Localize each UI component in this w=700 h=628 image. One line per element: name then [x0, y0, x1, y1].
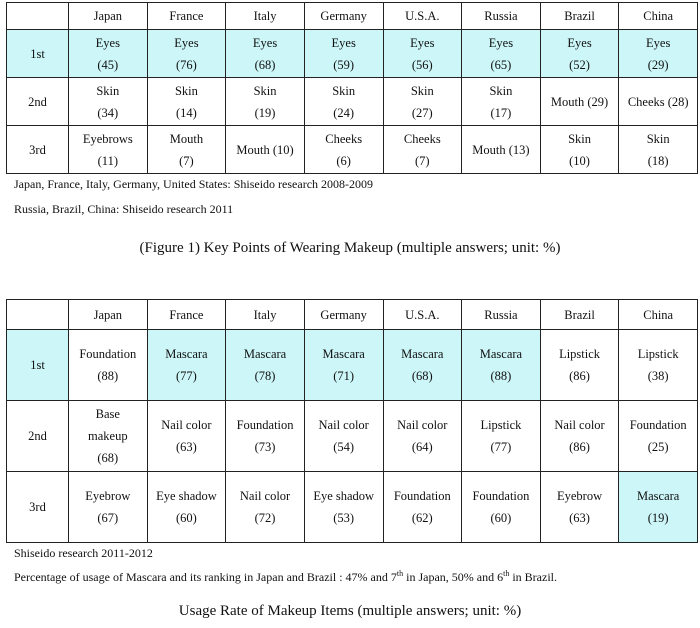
cell-line: (73) [254, 440, 276, 454]
data-cell [69, 78, 148, 126]
data-cell [304, 472, 383, 543]
column-header: Italy [226, 3, 305, 30]
cell-line: (62) [411, 511, 433, 525]
data-cell [462, 401, 541, 472]
cell-line: Mouth (10) [236, 142, 294, 157]
cell-line: (77) [176, 369, 197, 383]
data-cell [383, 30, 462, 78]
data-cell [462, 330, 541, 401]
cell-line: Eyebrow [85, 489, 131, 503]
cell-line: Mascara [322, 347, 365, 361]
cell-line: (6) [336, 153, 351, 168]
data-cell [147, 472, 226, 543]
rank-label: 2nd [7, 78, 69, 126]
cell-line: Eyes [488, 35, 514, 50]
data-cell [462, 30, 541, 78]
cell-line: (53) [333, 511, 355, 525]
cell-line: (60) [490, 511, 512, 525]
cell-line: (18) [647, 153, 669, 168]
cell-line: Skin [489, 83, 513, 98]
cell-line: Mascara [479, 347, 523, 361]
data-cell [540, 330, 619, 401]
cell-line: Foundation [629, 418, 687, 432]
cell-line: Lipstick [637, 347, 679, 361]
data-cell [226, 30, 305, 78]
corner-cell [7, 3, 69, 30]
data-cell [304, 126, 383, 174]
data-cell [147, 78, 226, 126]
column-header: Japan [69, 300, 148, 330]
table-row [7, 330, 698, 401]
cell-line: Skin [253, 83, 277, 98]
note-sup-2: th [503, 569, 510, 578]
cell-line: Nail color [239, 489, 291, 503]
cell-line: (38) [647, 369, 669, 383]
table2-note-1: Shiseido research 2011-2012 [14, 546, 153, 560]
cell-line: Foundation [236, 418, 294, 432]
column-header: Japan [69, 3, 148, 30]
cell-line: Eyes [331, 35, 356, 50]
rank-label: 2nd [7, 401, 69, 472]
cell-line: (34) [97, 105, 119, 120]
data-cell [383, 126, 462, 174]
table-row [7, 472, 698, 543]
data-cell [619, 126, 698, 174]
table-row [7, 78, 698, 126]
makeup-items-table [6, 299, 698, 543]
data-cell [226, 330, 305, 401]
cell-line: Nail color [554, 418, 605, 432]
cell-line: Mouth (29) [550, 94, 609, 109]
cell-line: (60) [176, 511, 197, 525]
data-cell [69, 472, 148, 543]
cell-line: Skin [332, 83, 356, 98]
cell-line: makeup [88, 429, 128, 443]
rank-label: 3rd [7, 472, 69, 543]
data-cell [619, 330, 698, 401]
cell-line: Mascara [165, 347, 208, 361]
data-cell [619, 472, 698, 543]
column-header: Russia [462, 3, 541, 30]
data-cell [226, 401, 305, 472]
data-cell [540, 30, 619, 78]
cell-line: (59) [333, 57, 355, 72]
cell-line: (76) [176, 57, 197, 72]
cell-line: Cheeks (28) [627, 94, 689, 109]
data-cell [226, 472, 305, 543]
cell-line: Eyes [410, 35, 435, 50]
rank-label: 1st [7, 330, 69, 401]
cell-line: Eyes [174, 35, 199, 50]
table1-caption: (Figure 1) Key Points of Wearing Makeup (multiple answers; unit: %) [139, 240, 561, 256]
cell-line: (56) [411, 57, 433, 72]
data-cell [69, 126, 148, 174]
cell-line: (67) [97, 511, 119, 525]
cell-line: (10) [569, 153, 590, 168]
cell-line: (78) [254, 369, 276, 383]
cell-line: (27) [411, 105, 433, 120]
cell-line: Foundation [393, 489, 451, 503]
column-header: Germany [304, 3, 383, 30]
cell-line: (88) [490, 369, 512, 383]
table-row [7, 30, 698, 78]
data-cell [462, 78, 541, 126]
cell-line: (24) [333, 105, 355, 120]
data-cell [619, 30, 698, 78]
header-row [7, 3, 698, 30]
data-cell [540, 78, 619, 126]
corner-cell [7, 300, 69, 330]
cell-line: (7) [179, 153, 194, 168]
makeup-points-table [6, 2, 698, 174]
data-cell [462, 472, 541, 543]
table1-body [7, 3, 698, 174]
cell-line: Nail color [397, 418, 448, 432]
cell-line: Mouth (13) [472, 142, 530, 157]
cell-line: (14) [176, 105, 197, 120]
header-row [7, 300, 698, 330]
data-cell [147, 330, 226, 401]
data-cell [226, 126, 305, 174]
cell-line: Eyes [646, 35, 671, 50]
cell-line: Foundation [472, 489, 530, 503]
cell-line: (68) [411, 369, 433, 383]
cell-line: (88) [97, 369, 119, 383]
note-text-b: in Japan, 50% and 6 [403, 570, 504, 584]
data-cell [304, 330, 383, 401]
data-cell [383, 472, 462, 543]
data-cell [619, 401, 698, 472]
cell-line: Base [95, 407, 120, 421]
cell-line: (7) [415, 153, 430, 168]
table1-note-1: Japan, France, Italy, Germany, United States: Shiseido research 2008-2009 [14, 177, 374, 191]
cell-line: Skin [568, 131, 592, 146]
cell-line: Lipstick [559, 347, 601, 361]
data-cell [540, 472, 619, 543]
data-cell [304, 30, 383, 78]
table-row [7, 126, 698, 174]
cell-line: Eyebrow [557, 489, 603, 503]
cell-line: (64) [411, 440, 433, 454]
table2-caption: Usage Rate of Makeup Items (multiple answers; unit: %) [178, 603, 522, 619]
cell-line: (45) [97, 57, 119, 72]
column-header: Italy [226, 300, 305, 330]
column-header: U.S.A. [383, 300, 462, 330]
note-text-a: Percentage of usage of Mascara and its ranking in Japan and Brazil : 47% and 7 [14, 570, 397, 584]
cell-line: (19) [647, 511, 669, 525]
column-header: Brazil [540, 300, 619, 330]
data-cell [619, 78, 698, 126]
cell-line: Nail color [318, 418, 369, 432]
cell-line: Skin [96, 83, 120, 98]
column-header: Germany [304, 300, 383, 330]
cell-line: Skin [646, 131, 670, 146]
column-header: France [147, 300, 226, 330]
table2-note-2 [14, 569, 557, 585]
cell-line: (86) [569, 369, 590, 383]
cell-line: (54) [333, 440, 355, 454]
cell-line: (19) [254, 105, 276, 120]
cell-line: (65) [490, 57, 512, 72]
column-header: U.S.A. [383, 3, 462, 30]
cell-line: Skin [410, 83, 434, 98]
cell-line: Mascara [243, 347, 287, 361]
data-cell [147, 126, 226, 174]
table-row [7, 401, 698, 472]
cell-line: Eyebrows [82, 131, 133, 146]
data-cell [383, 401, 462, 472]
column-header: Russia [462, 300, 541, 330]
cell-line: (71) [333, 369, 355, 383]
data-cell [383, 330, 462, 401]
cell-line: (29) [647, 57, 669, 72]
cell-line: Eyes [252, 35, 278, 50]
data-cell [462, 126, 541, 174]
cell-line: Eyes [567, 35, 592, 50]
data-cell [304, 401, 383, 472]
cell-line: (63) [569, 511, 590, 525]
data-cell [69, 401, 148, 472]
cell-line: Mascara [637, 489, 680, 503]
cell-line: (25) [647, 440, 669, 454]
column-header: Brazil [540, 3, 619, 30]
cell-line: Mascara [401, 347, 444, 361]
cell-line: Eye shadow [313, 489, 375, 503]
column-header: France [147, 3, 226, 30]
cell-line: (72) [254, 511, 276, 525]
data-cell [147, 30, 226, 78]
data-cell [69, 330, 148, 401]
cell-line: (86) [569, 440, 590, 454]
data-cell [540, 126, 619, 174]
cell-line: Foundation [79, 347, 137, 361]
note-text-c: in Brazil. [509, 570, 557, 584]
cell-line: (17) [490, 105, 512, 120]
cell-line: Mouth [169, 131, 204, 146]
note-sup-1: th [396, 569, 404, 578]
cell-line: (52) [569, 57, 590, 72]
data-cell [147, 401, 226, 472]
rank-label: 3rd [7, 126, 69, 174]
cell-line: Eye shadow [156, 489, 217, 503]
rank-label: 1st [7, 30, 69, 78]
column-header: China [619, 300, 698, 330]
cell-line: Eyes [95, 35, 120, 50]
cell-line: (68) [254, 57, 276, 72]
cell-line: (11) [97, 153, 118, 168]
data-cell [226, 78, 305, 126]
table1-note-2: Russia, Brazil, China: Shiseido research 2011 [14, 202, 234, 216]
data-cell [69, 30, 148, 78]
cell-line: Nail color [161, 418, 212, 432]
cell-line: (68) [97, 451, 119, 465]
column-header: China [619, 3, 698, 30]
table2-body [7, 300, 698, 543]
cell-line: Cheeks [325, 131, 363, 146]
cell-line: (63) [176, 440, 197, 454]
cell-line: Skin [174, 83, 198, 98]
cell-line: Lipstick [480, 418, 522, 432]
data-cell [304, 78, 383, 126]
data-cell [540, 401, 619, 472]
data-cell [383, 78, 462, 126]
cell-line: (77) [490, 440, 512, 454]
cell-line: Cheeks [403, 131, 441, 146]
